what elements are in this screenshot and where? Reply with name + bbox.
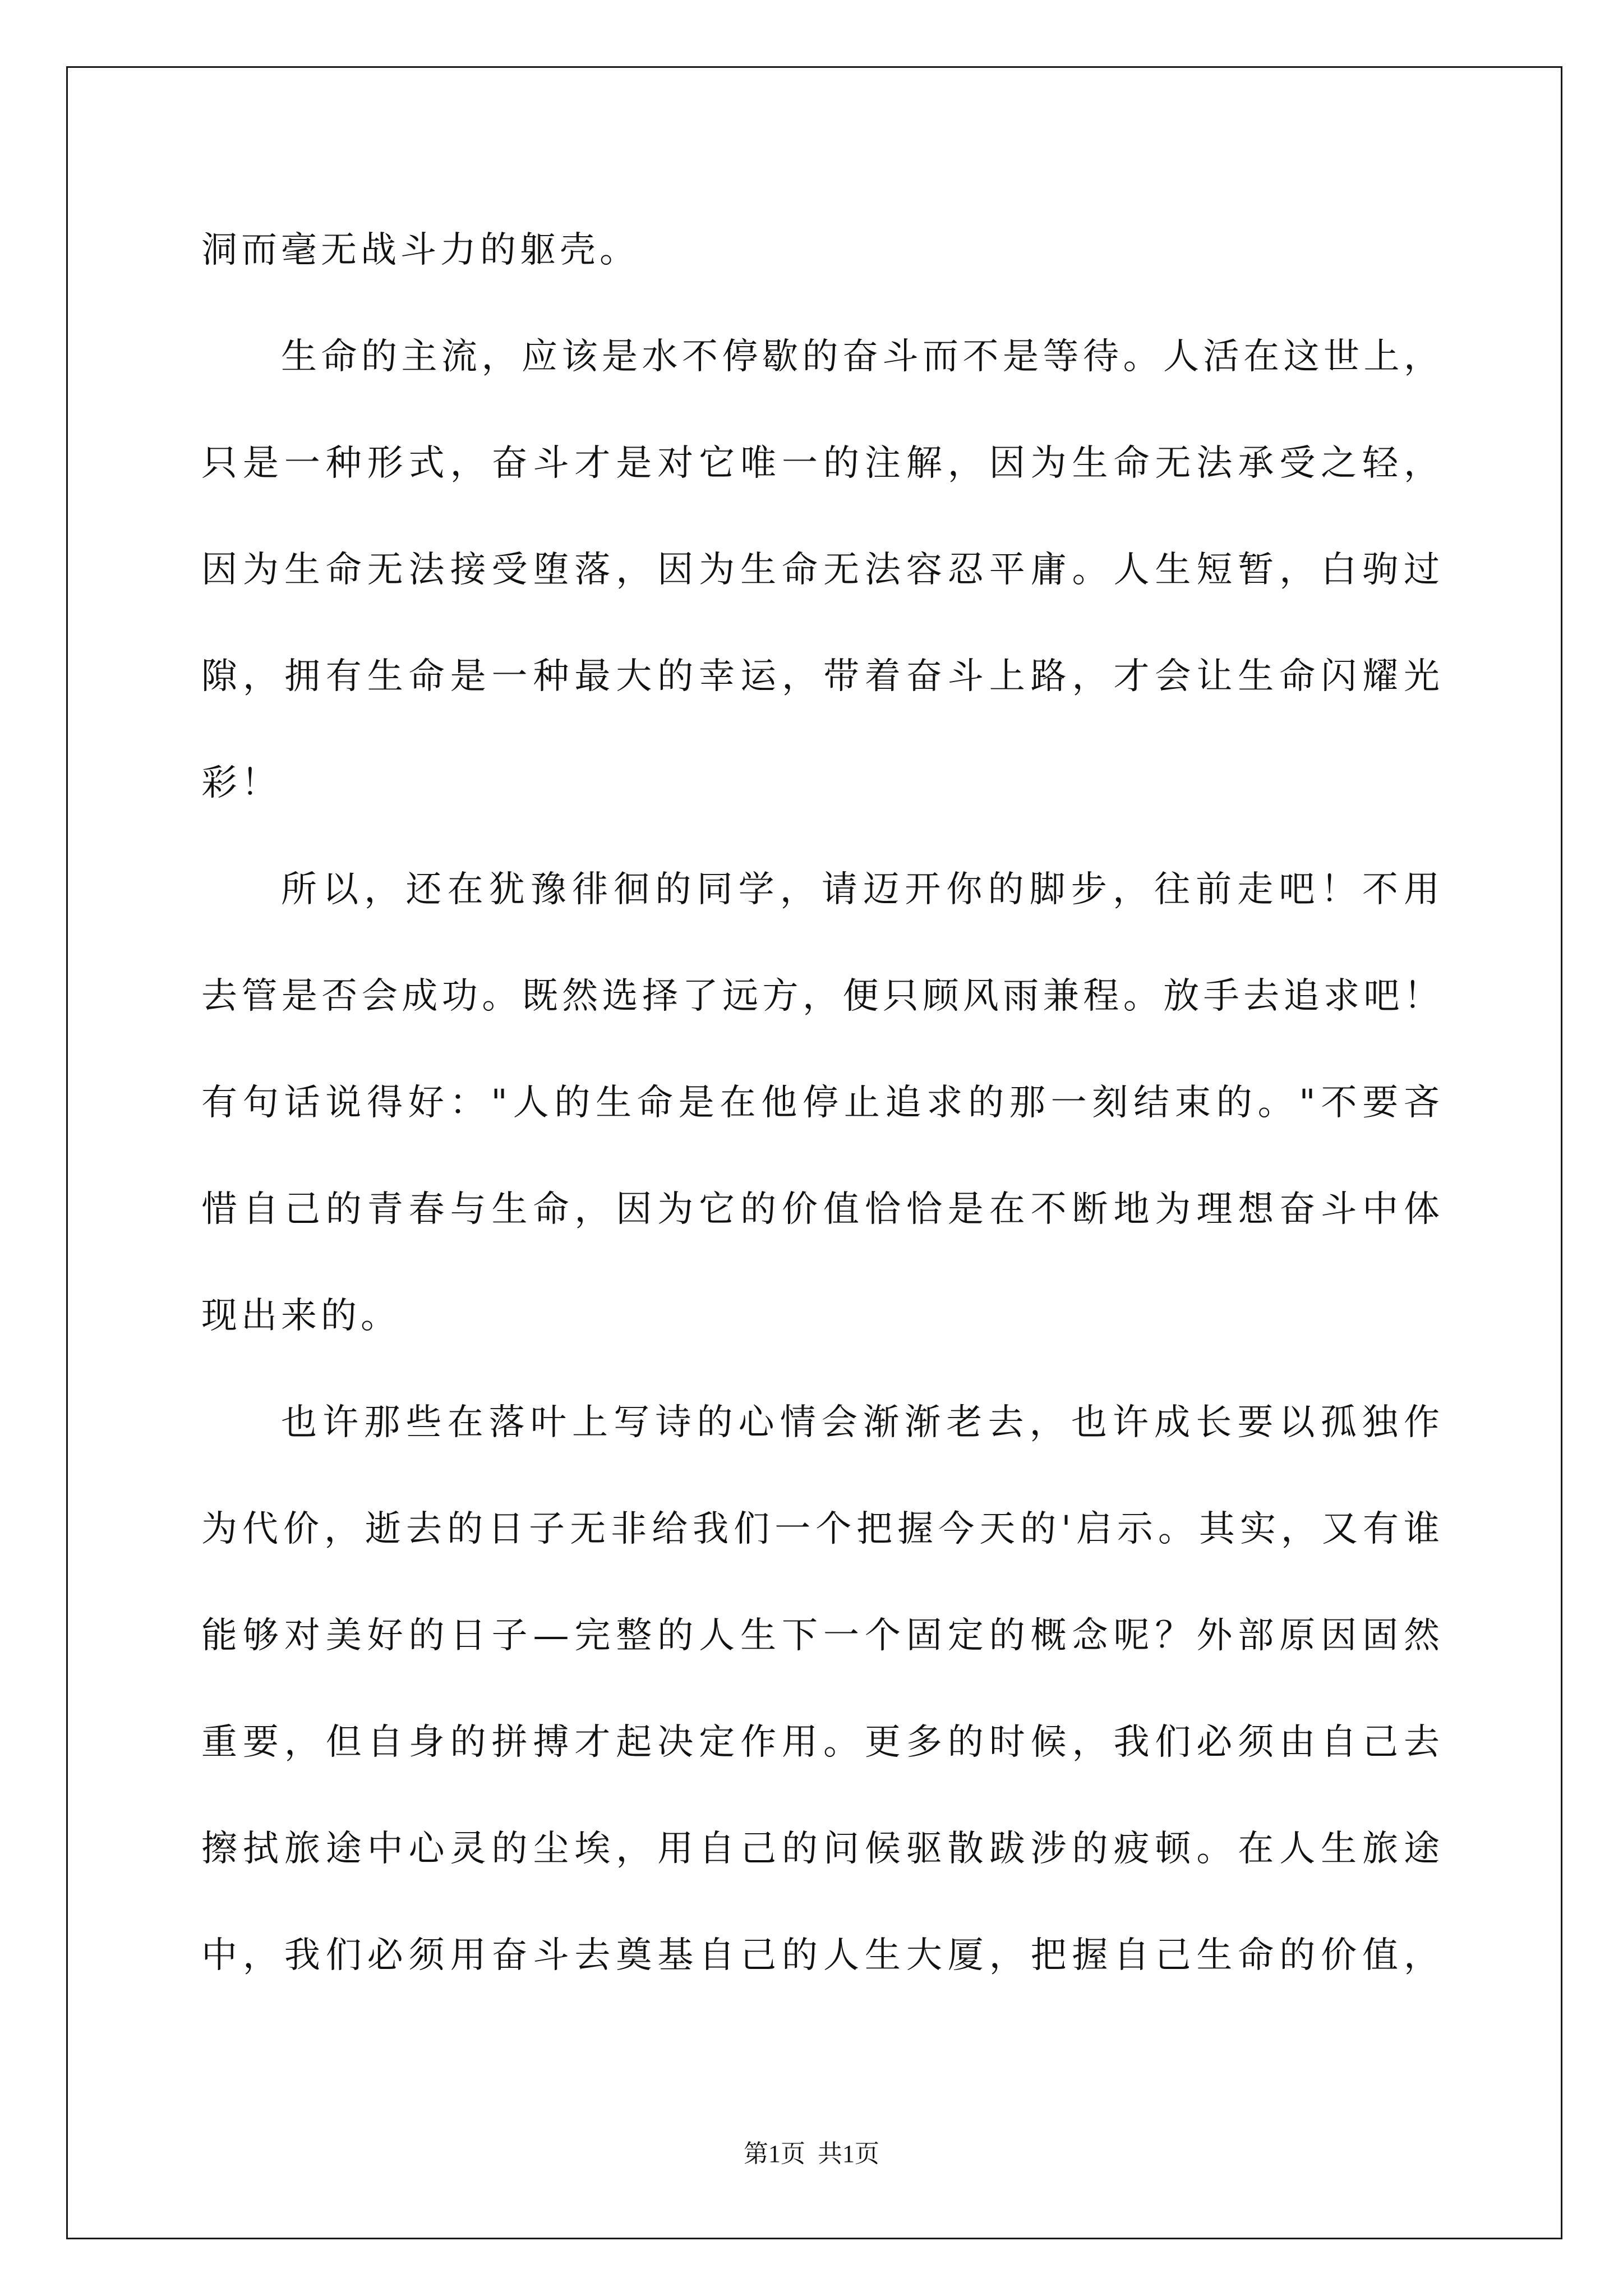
- paragraph: [201, 1369, 1444, 2009]
- page-number-footer: 第1页 共1页: [744, 2140, 879, 2168]
- text-line: 彩！: [201, 762, 281, 804]
- text-line: 所以，还在犹豫徘徊的同学，请迈开你的脚步，往前走吧！不用: [281, 869, 1444, 910]
- paragraph: [201, 197, 1444, 303]
- text-line: 中，我们必须用奋斗去奠基自己的人生大厦，把握自己生命的价值，: [201, 1935, 1444, 1976]
- text-line: 去管是否会成功。既然选择了远方，便只顾风雨兼程。放手去追求吧！: [201, 976, 1444, 1017]
- text-line: 能够对美好的日子—完整的人生下一个固定的概念呢？外部原因固然: [201, 1615, 1444, 1657]
- text-line: 有句话说得好："人的生命是在他停止追求的那一刻结束的。"不要吝: [201, 1082, 1444, 1124]
- text-line: 为代价，逝去的日子无非给我们一个把握今天的'启示。其实，又有谁: [201, 1508, 1444, 1550]
- text-line: 惜自己的青春与生命，因为它的价值恰恰是在不断地为理想奋斗中体: [201, 1189, 1444, 1230]
- text-line: 也许那些在落叶上写诗的心情会渐渐老去，也许成长要以孤独作: [281, 1402, 1444, 1443]
- paragraph: [201, 303, 1444, 836]
- text-line: 因为生命无法接受堕落，因为生命无法容忍平庸。人生短暂，白驹过: [201, 549, 1444, 591]
- text-line: 擦拭旅途中心灵的尘埃，用自己的问候驱散跋涉的疲顿。在人生旅途: [201, 1828, 1444, 1870]
- text-line: 重要，但自身的拼搏才起决定作用。更多的时候，我们必须由自己去: [201, 1722, 1444, 1763]
- text-line: 隙，拥有生命是一种最大的幸运，带着奋斗上路，才会让生命闪耀光: [201, 656, 1444, 697]
- text-line: 只是一种形式，奋斗才是对它唯一的注解，因为生命无法承受之轻，: [201, 443, 1444, 484]
- paragraph: [201, 836, 1444, 1369]
- text-line: 洞而毫无战斗力的躯壳。: [201, 229, 639, 271]
- document-body: [201, 197, 1444, 2009]
- text-line: 现出来的。: [201, 1295, 400, 1337]
- text-line: 生命的主流，应该是水不停歇的奋斗而不是等待。人活在这世上，: [281, 336, 1444, 378]
